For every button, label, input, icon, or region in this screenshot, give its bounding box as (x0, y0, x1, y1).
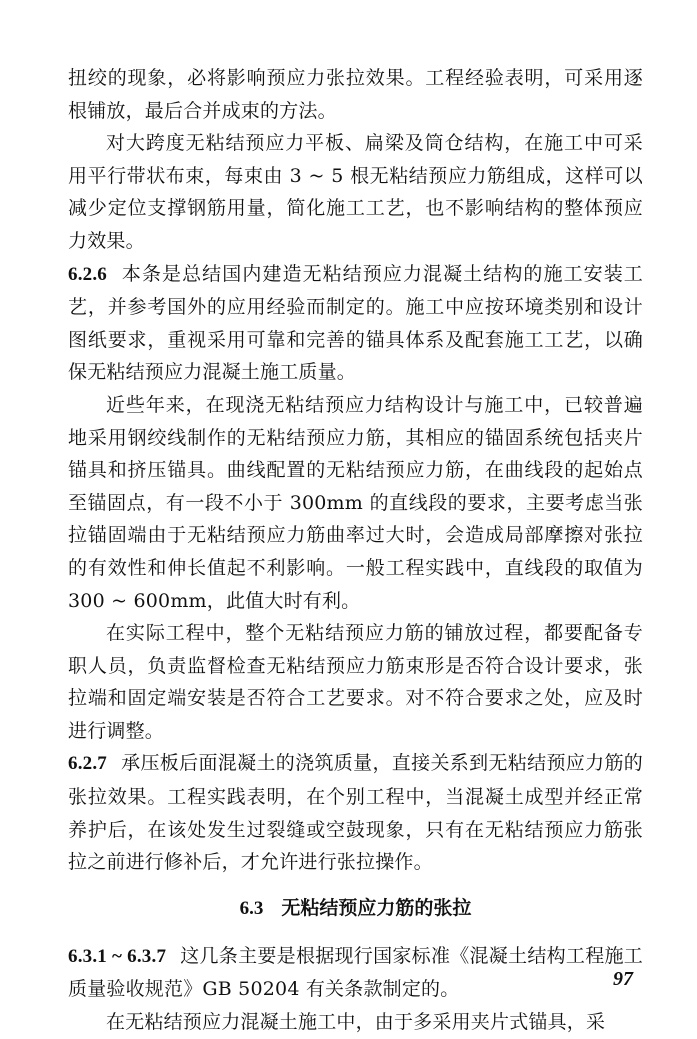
section-number: 6.3 (239, 897, 264, 919)
section-heading (68, 893, 643, 924)
paragraph-continuation: 扭绞的现象，必将影响预应力张拉效果。工程经验表明，可采用逐根铺放，最后合并成束的方法。 (68, 67, 643, 122)
clause-text: 承压板后面混凝土的浇筑质量，直接关系到无粘结预应力筋的张拉效果。工程实践表明，在个别工程中，当混凝土成型并经正常养护后，在该处发生过裂缝或空鼓现象，只有在无粘结预应力筋张拉之前进行修补后，才允许进行张拉操作。 (68, 752, 643, 874)
clause-6-3-1-to-6-3-7 (68, 940, 643, 1006)
clause-number: 6.2.7 (68, 753, 107, 775)
section-title: 无粘结预应力筋的张拉 (281, 896, 472, 919)
clause-6-2-6 (68, 258, 643, 389)
clause-number: 6.3.1 ~ 6.3.7 (68, 945, 167, 967)
page-number: 97 (613, 968, 633, 990)
paragraph-supervision: 在实际工程中，整个无粘结预应力筋的铺放过程，都要配备专职人员，负责监督检查无粘结预应力筋束形是否符合设计要求，张拉端和固定端安装是否符合工艺要求。对不符合要求之处，应及时进行调整。 (68, 622, 643, 742)
clause-number: 6.2.6 (68, 263, 107, 285)
paragraph-layout-method: 对大跨度无粘结预应力平板、扁梁及筒仓结构，在施工中可采用平行带状布束，每束由 3 ~ 5 根无粘结预应力筋组成，这样可以减少定位支撑钢筋用量，简化施工工艺，也不影响结构的整体预应力效果。 (68, 132, 643, 252)
clause-text: 这几条主要是根据现行国家标准《混凝土结构工程施工质量验收规范》GB 50204 有关条款制定的。 (68, 944, 643, 1001)
paragraph-anchorage: 近些年来，在现浇无粘结预应力结构设计与施工中，已较普遍地采用钢绞线制作的无粘结预应力筋，其相应的锚固系统包括夹片锚具和挤压锚具。曲线配置的无粘结预应力筋，在曲线段的起始点至锚固点，有一段不小于 300mm 的直线段的要求，主要考虑当张拉锚固端由于无粘结预应力筋曲率过大时，会造成局部摩擦对张拉的有效性和伸长值起不利影响。一般工程实践中，直线段的取值为 300 ~ 600mm，此值大时有利。 (68, 393, 643, 612)
clause-6-2-7 (68, 747, 643, 878)
paragraph-tensioning: 在无粘结预应力混凝土施工中，由于多采用夹片式锚具，采 (106, 1011, 606, 1034)
clause-text: 本条是总结国内建造无粘结预应力混凝土结构的施工安装工艺，并参考国外的应用经验而制定的。施工中应按环境类别和设计图纸要求，重视采用可靠和完善的锚具体系及配套施工工艺，以确保无粘结预应力混凝土施工质量。 (68, 262, 643, 384)
page-body (68, 62, 643, 1039)
